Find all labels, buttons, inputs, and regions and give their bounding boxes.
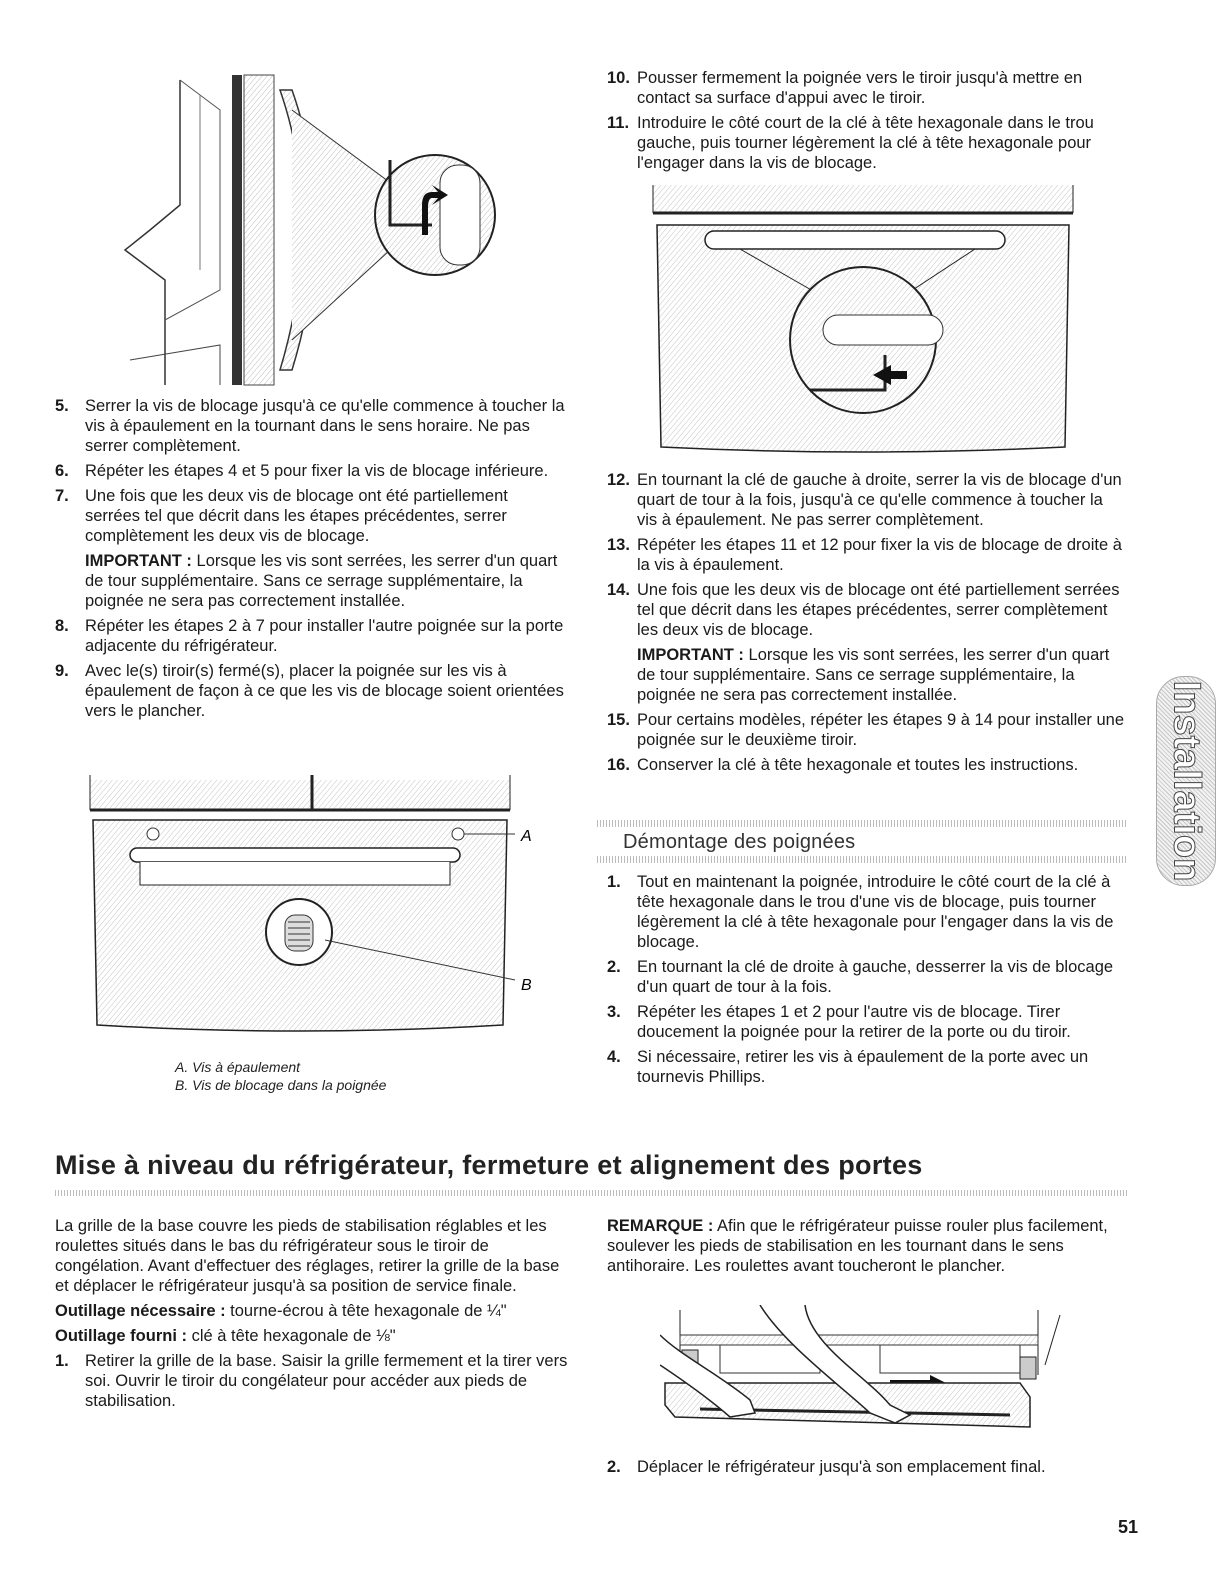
remarque-note: REMARQUE : Afin que le réfrigérateur puisse rouler plus facilement, soulever les pieds de stabilisation en les tournant dans le sens antihoraire. Les roulettes avant toucheront le plancher.: [607, 1217, 1108, 1275]
drawer-screw-illustration: [85, 775, 545, 1040]
divider: [597, 856, 1127, 863]
list-item: 6. Répéter les étapes 4 et 5 pour fixer la vis de blocage inférieure.: [55, 462, 549, 480]
list-item: 15. Pour certains modèles, répéter les étapes 9 à 14 pour installer une poignée sur le deuxième tiroir.: [607, 711, 1125, 749]
list-item: 2. En tournant la clé de droite à gauche, desserrer la vis de blocage d'un quart de tour à la fois.: [607, 958, 1114, 996]
tools-needed: Outillage nécessaire : tourne-écrou à tête hexagonale de ¼": [55, 1302, 507, 1320]
list-item: 14. Une fois que les deux vis de blocage ont été partiellement serrées tel que décrit dans les étapes précédentes, serrer complètement les deux vis de blocage. IMPORTANT : Lorsque les vis sont serrées, les serrer d'un quart de tour supplémentaire. Sans ce serrage supplémentaire, la poignée ne sera pas correctement installée.: [607, 580, 1127, 705]
list-item: 16. Conserver la clé à tête hexagonale et toutes les instructions.: [607, 756, 1079, 774]
drawer-hex-key-illustration: [645, 185, 1085, 455]
left-steps-list: [55, 396, 565, 726]
intro-paragraph: La grille de la base couvre les pieds de stabilisation réglables et les roulettes situés dans le bas du réfrigérateur sous le tiroir de congélation. Avant d'effectuer des réglages, retirer la grille de la base et déplacer le réfrigérateur jusqu'à sa position de service finale.: [55, 1217, 560, 1295]
section-step-2: [607, 1457, 1127, 1482]
important-note: IMPORTANT : Lorsque les vis sont serrées, les serrer d'un quart de tour supplémentaire. Sans ce serrage supplémentaire, la poignée ne sera pas correctement installée.: [85, 552, 558, 610]
list-item: 13. Répéter les étapes 11 et 12 pour fixer la vis de blocage de droite à la vis à épaulement.: [607, 536, 1122, 574]
list-item: 2. Déplacer le réfrigérateur jusqu'à son emplacement final.: [607, 1458, 1046, 1476]
divider: [55, 1190, 1127, 1196]
divider: [597, 820, 1127, 827]
caption-a: A. Vis à épaulement: [175, 1059, 301, 1075]
tools-provided: Outillage fourni : clé à tête hexagonale de ⅛": [55, 1327, 396, 1345]
right-steps-mid: [607, 470, 1127, 780]
page-number: 51: [1118, 1517, 1139, 1537]
list-item: 7. Une fois que les deux vis de blocage ont été partiellement serrées tel que décrit dans les étapes précédentes, serrer complètement les deux vis de blocage. IMPORTANT : Lorsque les vis sont serrées, les serrer d'un quart de tour supplémentaire. Sans ce serrage supplémentaire, la poignée ne sera pas correctement installée.: [55, 486, 565, 611]
caption-b: B. Vis de blocage dans la poignée: [175, 1077, 387, 1093]
installation-side-tab: [1156, 676, 1216, 886]
list-item: 10. Pousser fermement la poignée vers le tiroir jusqu'à mettre en contact sa surface d'appui avec le tiroir.: [607, 69, 1083, 107]
label-a: A: [521, 828, 532, 845]
base-grille-illustration: [660, 1305, 1080, 1440]
door-handle-illustration: [110, 70, 530, 390]
important-note: IMPORTANT : Lorsque les vis sont serrées, les serrer d'un quart de tour supplémentaire. Sans ce serrage supplémentaire, la poignée ne sera pas correctement installée.: [637, 646, 1110, 704]
list-item: 12. En tournant la clé de gauche à droite, serrer la vis de blocage d'un quart de tour à la fois, jusqu'à ce qu'elle commence à toucher la vis à épaulement. Ne pas serrer complètement.: [607, 471, 1122, 529]
demontage-steps: [607, 872, 1127, 1092]
figure-captions: [175, 1058, 505, 1094]
label-b: B: [521, 977, 532, 994]
section-heading-demontage: Démontage des poignées: [623, 831, 856, 853]
list-item: 3. Répéter les étapes 1 et 2 pour l'autre vis de blocage. Tirer doucement la poignée pour la retirer de la porte ou du tiroir.: [607, 1003, 1071, 1041]
section-steps: [55, 1351, 570, 1411]
section-left-column: [55, 1216, 570, 1416]
section-right-column: [607, 1216, 1127, 1276]
list-item: 1. Tout en maintenant la poignée, introduire le côté court de la clé à tête hexagonale dans le trou d'une vis de blocage, puis tourner légèrement la clé à tête hexagonale pour l'engager dans la vis de blocage.: [607, 873, 1114, 951]
list-item: 1. Retirer la grille de la base. Saisir la grille fermement et la tirer vers soi. Ouvrir le tiroir du congélateur pour accéder aux pieds de stabilisation.: [55, 1352, 568, 1410]
list-item: 4. Si nécessaire, retirer les vis à épaulement de la porte avec un tournevis Phillips.: [607, 1048, 1089, 1086]
list-item: 11. Introduire le côté court de la clé à tête hexagonale dans le trou gauche, puis tourner légèrement la clé à tête hexagonale pour l'engager dans la vis de blocage.: [607, 114, 1094, 172]
side-tab-label: Installation: [1165, 680, 1208, 882]
list-item: 5. Serrer la vis de blocage jusqu'à ce qu'elle commence à toucher la vis à épaulement en la tournant dans le sens horaire. Ne pas serrer complètement.: [55, 397, 565, 455]
main-section-heading: Mise à niveau du réfrigérateur, fermeture et alignement des portes: [55, 1150, 923, 1180]
list-item: 8. Répéter les étapes 2 à 7 pour installer l'autre poignée sur la porte adjacente du réfrigérateur.: [55, 617, 564, 655]
right-steps-top: [607, 68, 1127, 178]
list-item: 9. Avec le(s) tiroir(s) fermé(s), placer la poignée sur les vis à épaulement de façon à ce que les vis de blocage soient orientées vers le plancher.: [55, 662, 564, 720]
